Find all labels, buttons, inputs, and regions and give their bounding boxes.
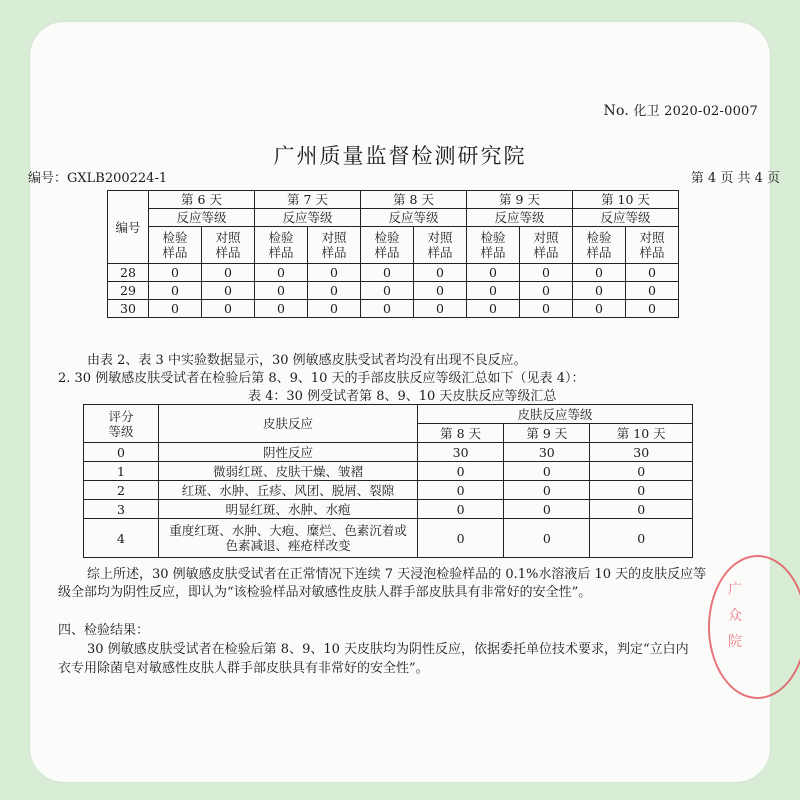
table3-cell: 0 [467, 282, 520, 300]
table3-row-id: 30 [108, 300, 149, 318]
table3-sample-header: 检验 样品 [361, 227, 414, 264]
table3-control-header: 对照 样品 [202, 227, 255, 264]
table3-cell: 0 [361, 300, 414, 318]
summary-line-2: 级全部均为阴性反应，即认为“该检验样品对敏感性皮肤人群手部皮肤具有非常好的安全性”。 [58, 585, 592, 600]
table-row [84, 519, 693, 558]
table3-sample-header: 检验 样品 [467, 227, 520, 264]
page-info: 第 4 页 共 4 页 [690, 171, 780, 186]
table-row [84, 443, 693, 462]
table4-cell: 0 [418, 500, 504, 519]
table3-control-header: 对照 样品 [414, 227, 467, 264]
table4-grade: 1 [84, 462, 159, 481]
table3-cell: 0 [520, 300, 573, 318]
table3-cell: 0 [255, 282, 308, 300]
table3-cell: 0 [467, 264, 520, 282]
table4-cell: 0 [418, 462, 504, 481]
stamp-char: 院 [728, 634, 742, 650]
results-line-1: 30 例敏感皮肤受试者在检验后第 8、9、10 天皮肤均为阴性反应，依据委托单位技术要求，判定“立白内 [87, 642, 689, 657]
report-number-value: 化卫 2020-02-0007 [633, 104, 758, 119]
table3-grade-header: 反应等级 [149, 209, 255, 227]
table4-cell: 0 [504, 481, 590, 500]
table4-cell: 0 [504, 462, 590, 481]
table4-reaction: 重度红斑、水肿、大疱、糜烂、色素沉着或色素减退、痤疮样改变 [159, 519, 418, 558]
table4-cell: 30 [504, 443, 590, 462]
stamp-char: 广 [728, 582, 742, 598]
table4-cell: 0 [418, 481, 504, 500]
table3-cell: 0 [255, 300, 308, 318]
table4-reaction: 阴性反应 [159, 443, 418, 462]
table3-grade-header: 反应等级 [573, 209, 679, 227]
table3-control-header: 对照 样品 [626, 227, 679, 264]
table3-cell: 0 [573, 300, 626, 318]
table4-cell: 0 [590, 462, 693, 481]
institute-title: 广州质量监督检测研究院 [273, 144, 527, 168]
table4-grade: 2 [84, 481, 159, 500]
table4-grade: 4 [84, 519, 159, 558]
table-row [84, 481, 693, 500]
summary-line-1: 综上所述，30 例敏感皮肤受试者在正常情况下连续 7 天浸泡检验样品的 0.1%水溶液后 10 天的皮肤反应等 [87, 567, 707, 582]
table-row [84, 500, 693, 519]
table3-cell: 0 [626, 282, 679, 300]
table4-day-header: 第 10 天 [590, 424, 693, 443]
table3-cell: 0 [308, 264, 361, 282]
table-row [108, 300, 679, 318]
table3-cell: 0 [626, 300, 679, 318]
results-title: 四、检验结果： [58, 623, 150, 638]
table4-cell: 30 [418, 443, 504, 462]
table-3 [107, 190, 679, 318]
table3-row-id: 29 [108, 282, 149, 300]
table3-cell: 0 [308, 282, 361, 300]
table3-cell: 0 [520, 282, 573, 300]
table3-cell: 0 [202, 300, 255, 318]
table3-day-header: 第 6 天 [149, 191, 255, 209]
stamp-char: 众 [728, 608, 742, 624]
table4-cell: 30 [590, 443, 693, 462]
table4-caption: 表 4：30 例受试者第 8、9、10 天皮肤反应等级汇总 [248, 389, 557, 404]
table3-cell: 0 [414, 264, 467, 282]
report-number-prefix: No. [603, 103, 630, 119]
table3-cell: 0 [361, 264, 414, 282]
paragraph-1: 由表 2、表 3 中实验数据显示，30 例敏感皮肤受试者均没有出现不良反应。 [87, 353, 527, 368]
table4-reaction: 明显红斑、水肿、水疱 [159, 500, 418, 519]
table3-grade-header: 反应等级 [361, 209, 467, 227]
table3-cell: 0 [202, 264, 255, 282]
table4-grade: 0 [84, 443, 159, 462]
table3-cell: 0 [149, 264, 202, 282]
table3-cell: 0 [414, 300, 467, 318]
table-4 [83, 404, 693, 558]
table3-sample-header: 检验 样品 [149, 227, 202, 264]
code-line [28, 167, 780, 186]
table3-row-id: 28 [108, 264, 149, 282]
table4-day-header: 第 9 天 [504, 424, 590, 443]
table4-reaction: 红斑、水肿、丘疹、风团、脱屑、裂隙 [159, 481, 418, 500]
results-line-2: 衣专用除菌皂对敏感性皮肤人群手部皮肤具有非常好的安全性”。 [58, 661, 429, 676]
table-row [108, 264, 679, 282]
table4-cell: 0 [590, 500, 693, 519]
table4-cell: 0 [504, 519, 590, 558]
red-seal-stamp [708, 555, 800, 699]
table4-cell: 0 [590, 519, 693, 558]
table3-cell: 0 [308, 300, 361, 318]
table3-day-header: 第 10 天 [573, 191, 679, 209]
table4-grade-header: 评分 等级 [84, 405, 159, 443]
table3-cell: 0 [467, 300, 520, 318]
table3-cell: 0 [414, 282, 467, 300]
table4-cell: 0 [590, 481, 693, 500]
table3-cell: 0 [520, 264, 573, 282]
table4-grade: 3 [84, 500, 159, 519]
table3-id-header: 编号 [108, 191, 149, 264]
table3-sample-header: 检验 样品 [255, 227, 308, 264]
table3-day-header: 第 7 天 [255, 191, 361, 209]
table3-sample-header: 检验 样品 [573, 227, 626, 264]
table3-cell: 0 [149, 300, 202, 318]
table-row [108, 282, 679, 300]
table4-level-header: 皮肤反应等级 [418, 405, 693, 424]
table3-cell: 0 [626, 264, 679, 282]
paragraph-2: 2. 30 例敏感皮肤受试者在检验后第 8、9、10 天的手部皮肤反应等级汇总如下（见表 4）： [58, 371, 585, 386]
table3-cell: 0 [361, 282, 414, 300]
report-code: 编号：GXLB200224-1 [28, 171, 168, 186]
report-number [604, 100, 758, 119]
table3-cell: 0 [573, 282, 626, 300]
table4-cell: 0 [418, 519, 504, 558]
table3-control-header: 对照 样品 [520, 227, 573, 264]
table3-grade-header: 反应等级 [255, 209, 361, 227]
table-row [84, 462, 693, 481]
table3-cell: 0 [255, 264, 308, 282]
table4-cell: 0 [504, 500, 590, 519]
table3-control-header: 对照 样品 [308, 227, 361, 264]
table3-cell: 0 [149, 282, 202, 300]
table4-day-header: 第 8 天 [418, 424, 504, 443]
table3-cell: 0 [202, 282, 255, 300]
table3-day-header: 第 9 天 [467, 191, 573, 209]
table4-reaction-header: 皮肤反应 [159, 405, 418, 443]
table4-reaction: 微弱红斑、皮肤干燥、皱褶 [159, 462, 418, 481]
table3-day-header: 第 8 天 [361, 191, 467, 209]
table3-grade-header: 反应等级 [467, 209, 573, 227]
table3-cell: 0 [573, 264, 626, 282]
